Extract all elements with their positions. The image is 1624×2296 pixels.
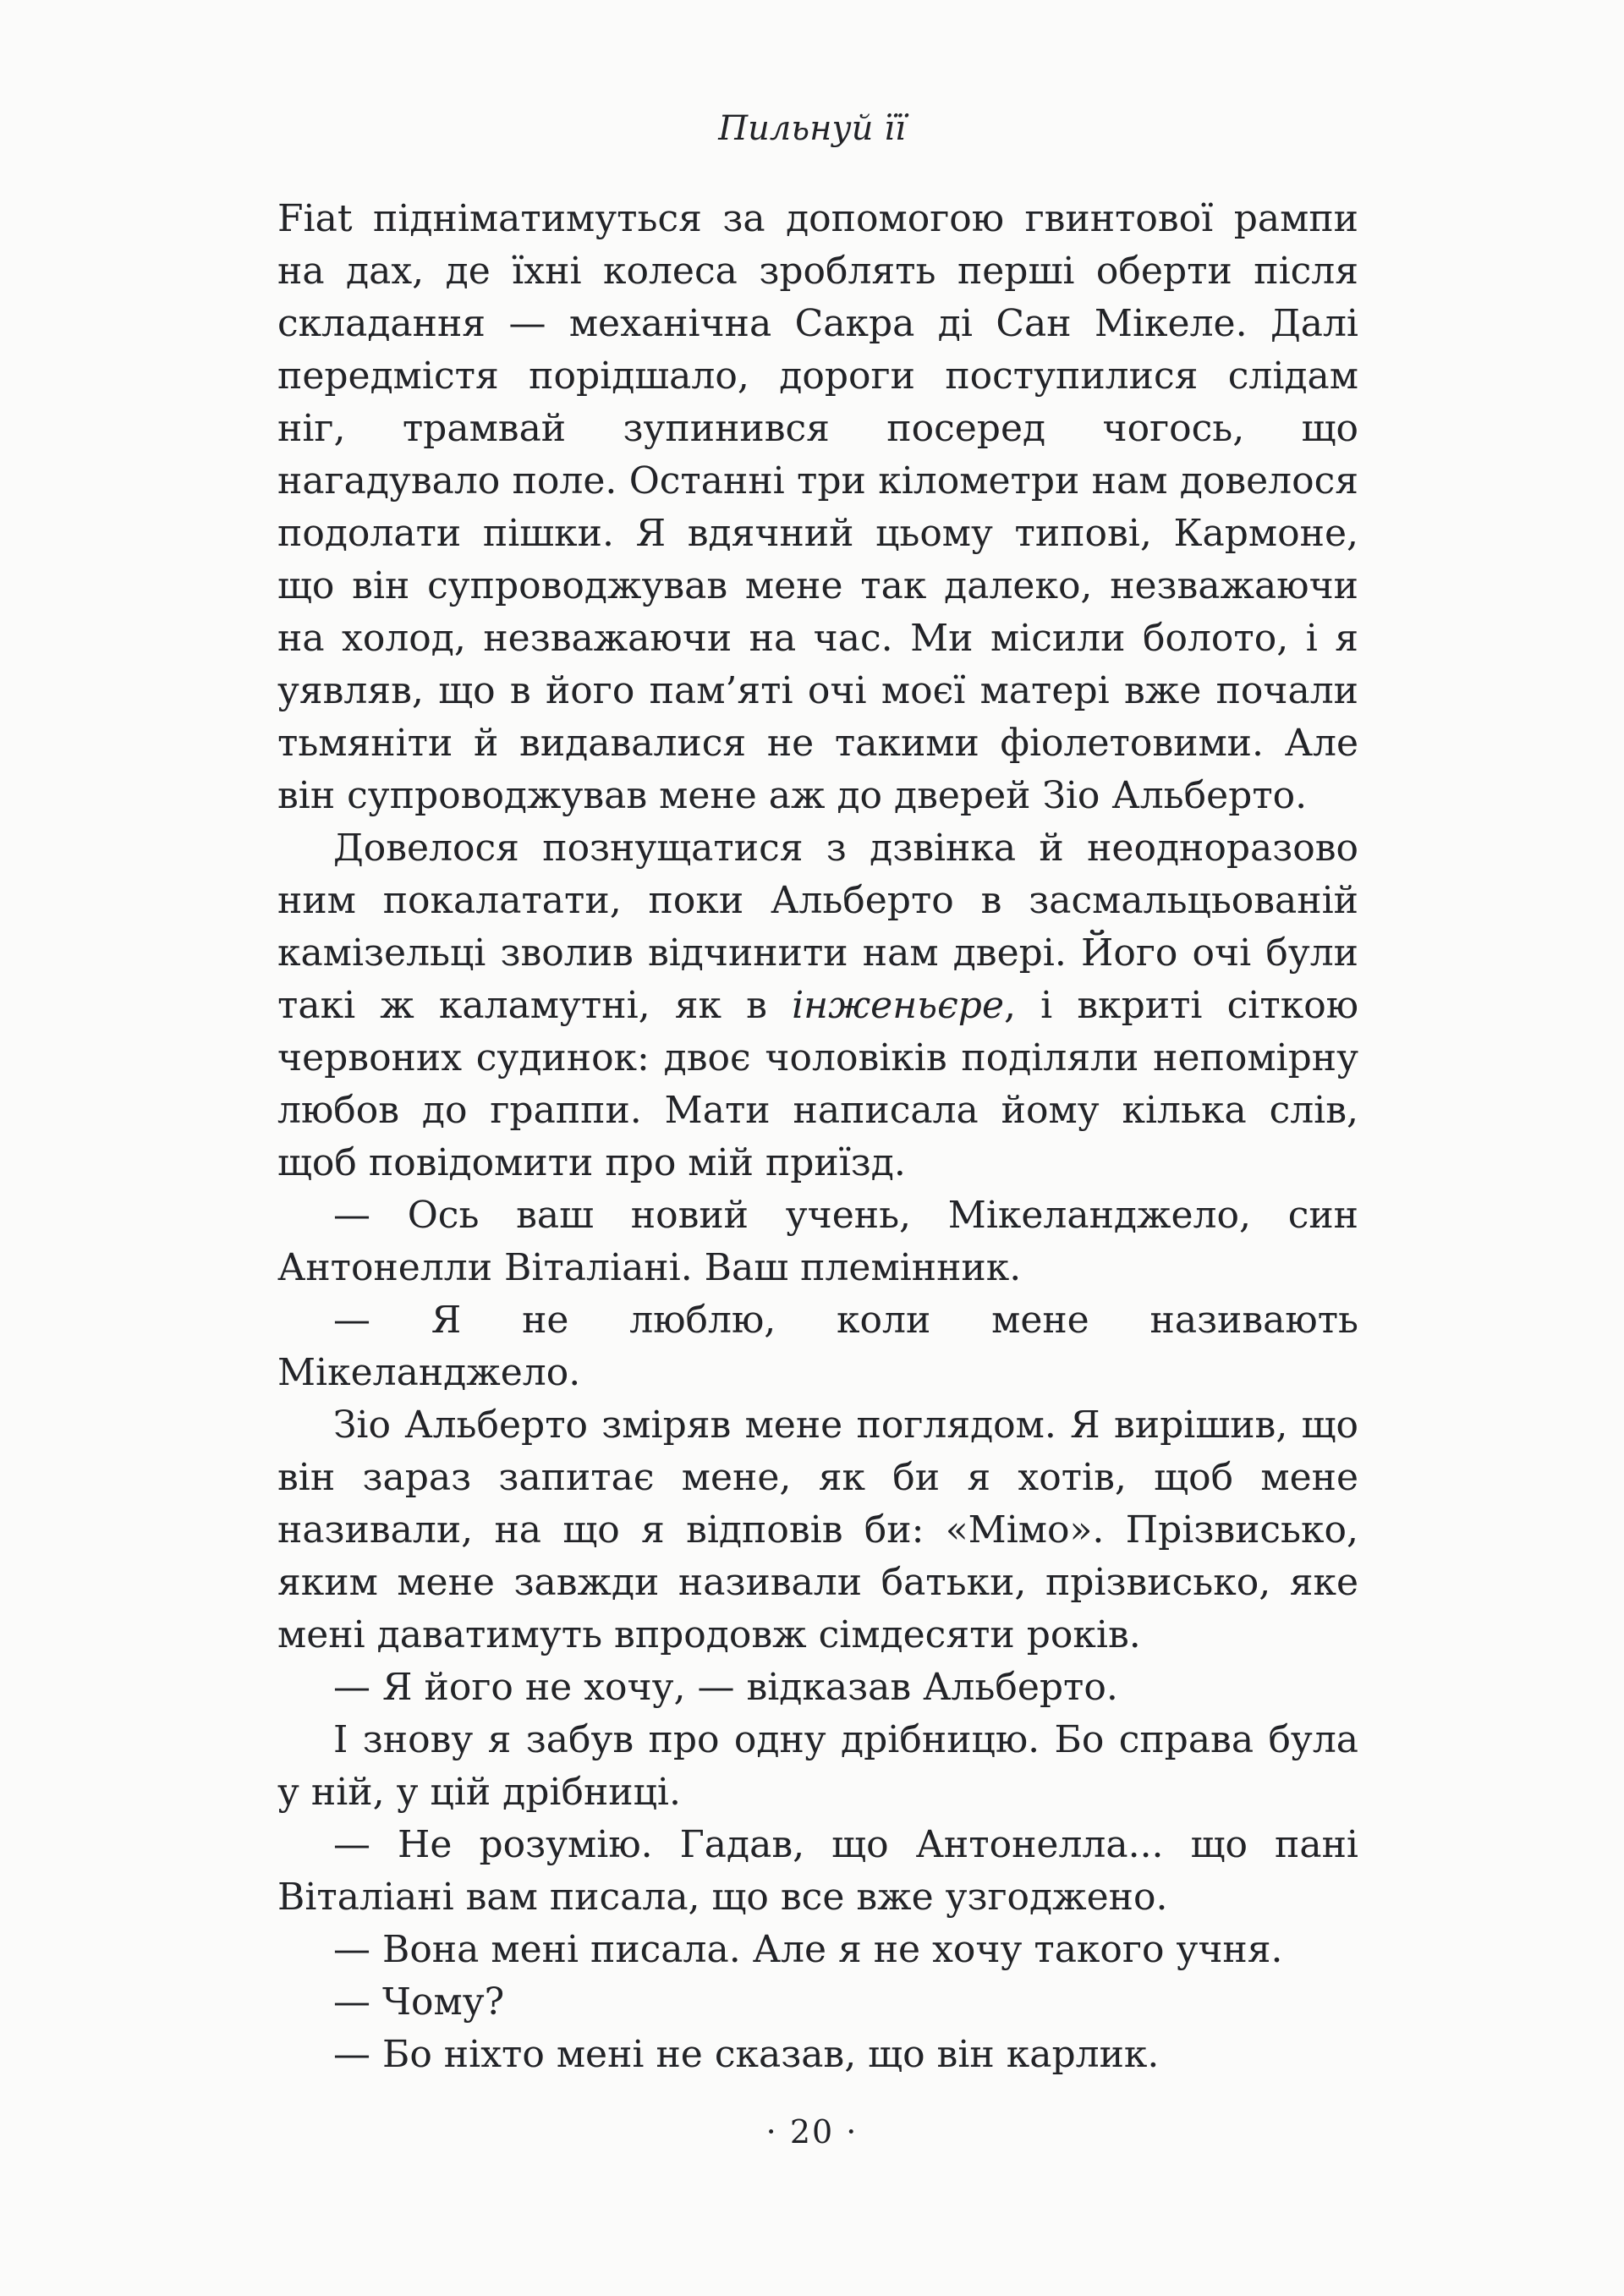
text-run: — Не розумію. Гадав, що Антонелла... що пані Віталіані вам писала, що все вже узгоджено. (277, 1823, 1358, 1919)
paragraph (277, 1662, 1358, 1714)
paragraph (277, 1294, 1358, 1399)
text-run: Довелося познущатися з дзвінка й неодноразово ним покалатати, поки Альберто в засмальцьованій камізельці зволив відчинити нам двері. Його очі були такі ж каламутні, як в (277, 827, 1358, 1027)
paragraph (277, 1976, 1358, 2029)
paragraph (277, 1924, 1358, 1976)
text-run: — Я не люблю, коли мене називають Мікеланджело. (277, 1299, 1358, 1394)
text-run: Зіо Альберто зміряв мене поглядом. Я вирішив, що він зараз запитає мене, як би я хотів, щоб мене називали, на що я відповів би: «Мімо». Прізвисько, яким мене завжди називали батьки, прізвисько, яке мені даватимуть впродовж сімдесяти років. (277, 1403, 1358, 1656)
paragraph (277, 822, 1358, 1189)
body-text-block (277, 193, 1358, 2081)
paragraph (277, 1189, 1358, 1294)
paragraph (277, 1714, 1358, 1819)
text-run: — Я його не хочу, — відказав Альберто. (333, 1666, 1118, 1709)
running-head: Пильнуй її (718, 109, 906, 148)
text-run: , і вкриті сіткою червоних судинок: двоє чоловіків поділяли непомірну любов до граппи. Мати написала йому кілька слів, щоб повідомити про мій приїзд. (277, 984, 1358, 1184)
text-run: І знову я забув про одну дрібницю. Бо справа була у ній, у цій дрібниці. (277, 1718, 1358, 1814)
text-run: Fiat підніматимуться за допомогою гвинтової рампи на дах, де їхні колеса зроблять перші оберти після складання — механічна Сакра ді Сан Мікеле. Далі передмістя порідшало, дороги поступилися слідам ніг, трамвай зупинився посеред чогось, що нагадувало поле. Останні три кілометри нам довелося подолати пішки. Я вдячний цьому типові, Кармоне, що він супроводжував мене так далеко, незважаючи на холод, незважаючи на час. Ми місили болото, і я уявляв, що в його пам’яті очі моєї матері вже почали тьмяніти й видавалися не такими фіолетовими. Але він супроводжував мене аж до дверей Зіо Альберто. (277, 197, 1358, 817)
text-run: — Бо ніхто мені не сказав, що він карлик. (333, 2033, 1160, 2076)
paragraph (277, 1399, 1358, 1662)
text-run: — Ось ваш новий учень, Мікеланджело, син Антонелли Віталіані. Ваш племінник. (277, 1194, 1358, 1289)
text-run: — Чому? (333, 1980, 505, 2024)
paragraph (277, 193, 1358, 822)
paragraph (277, 2029, 1358, 2081)
text-run: — Вона мені писала. Але я не хочу такого учня. (333, 1928, 1283, 1971)
text-run-italic: інженьєре (792, 984, 1004, 1027)
paragraph (277, 1819, 1358, 1924)
page-number: · 20 · (765, 2113, 859, 2150)
